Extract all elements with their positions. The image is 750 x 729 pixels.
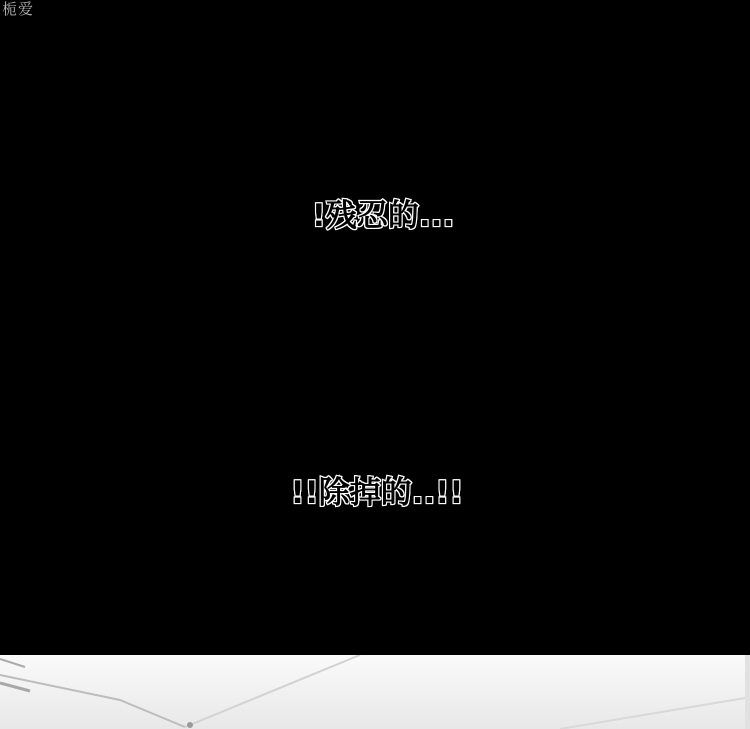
ceiling-beam-center	[185, 655, 360, 727]
ceiling-beam-left	[0, 675, 185, 727]
ceiling-fixture-left	[0, 659, 25, 667]
ceiling-illustration	[0, 655, 750, 729]
ceiling-rod	[0, 683, 30, 691]
right-edge-strip	[745, 655, 750, 729]
ceiling-joint	[187, 722, 193, 728]
caption-line-2: !!除掉的..!!	[290, 475, 464, 511]
ceiling-beam-right	[560, 698, 745, 729]
lower-comic-panel	[0, 655, 750, 729]
watermark-text: 栀爱	[2, 0, 35, 18]
caption-line-1: !残忍的...	[311, 198, 455, 234]
